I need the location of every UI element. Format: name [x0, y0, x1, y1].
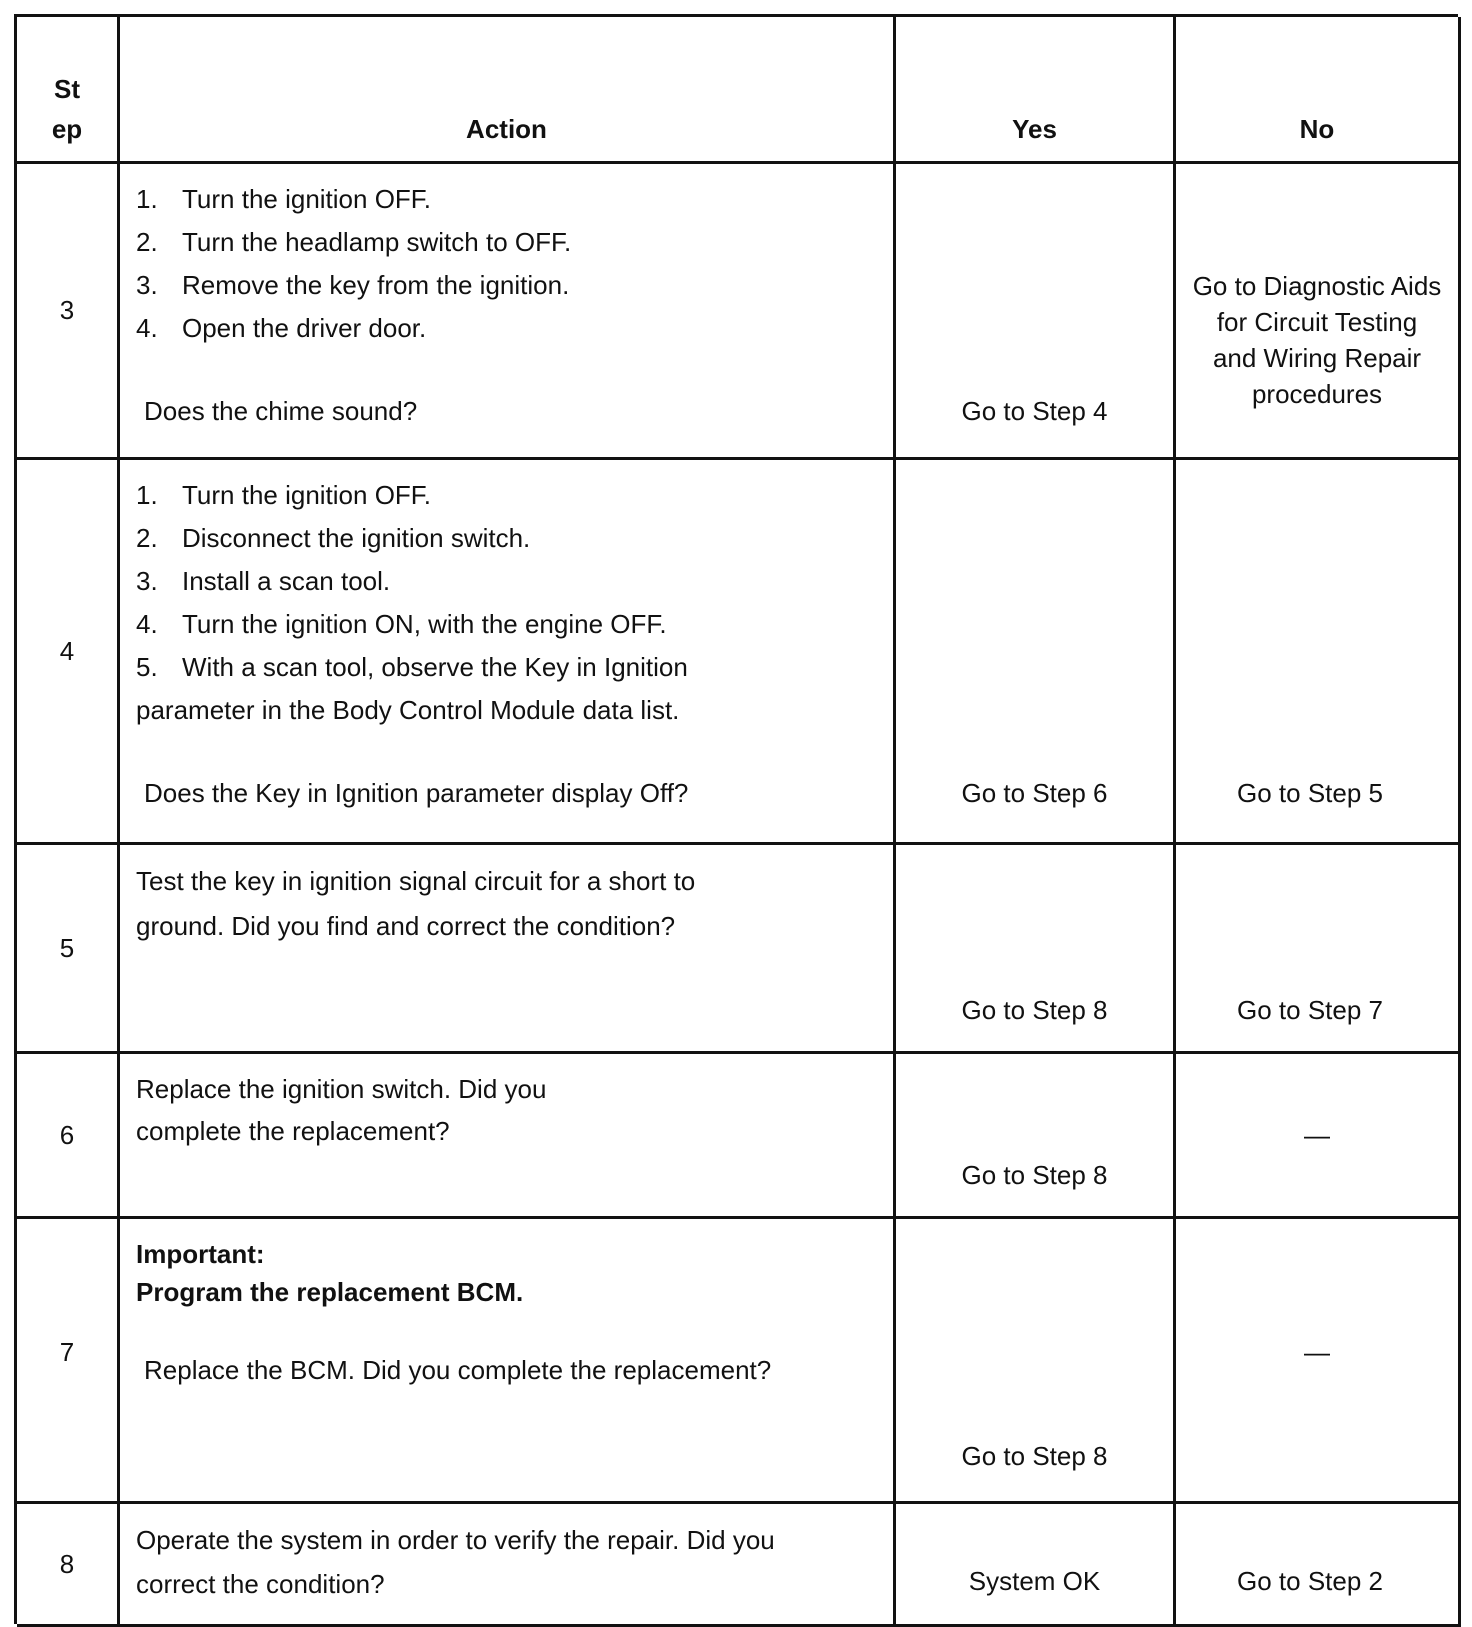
- action-item: 3. Remove the key from the ignition.: [136, 270, 570, 300]
- action-question: Does the chime sound?: [144, 396, 418, 426]
- yes-cell: [896, 164, 1176, 460]
- no-answer: —: [1304, 1337, 1330, 1367]
- action-item: 5. With a scan tool, observe the Key in Ignition: [136, 652, 688, 682]
- step-number: 3: [17, 164, 120, 460]
- action-cell: [120, 1054, 896, 1219]
- step-number: 4: [17, 460, 120, 845]
- action-question: Does the Key in Ignition parameter display Off?: [144, 778, 689, 808]
- yes-cell: [896, 1219, 1176, 1504]
- yes-cell: [896, 1054, 1176, 1219]
- diagnostic-table: [14, 14, 1458, 1624]
- action-item: 1. Turn the ignition OFF.: [136, 480, 432, 510]
- step-number: 6: [17, 1054, 120, 1219]
- no-answer: Go to Diagnostic Aids for Circuit Testing and Wiring Repair procedures: [1192, 271, 1442, 409]
- action-item: 2. Turn the headlamp switch to OFF.: [136, 227, 572, 257]
- yes-answer: Go to Step 8: [961, 1441, 1108, 1471]
- header-yes: Yes: [896, 17, 1176, 164]
- no-answer: —: [1304, 1119, 1330, 1150]
- header-action: Action: [120, 17, 896, 164]
- no-cell: [1176, 164, 1461, 460]
- no-cell: [1176, 460, 1461, 845]
- no-answer: Go to Step 5: [1237, 778, 1383, 808]
- yes-answer: Go to Step 8: [961, 1160, 1108, 1190]
- action-item: 4. Turn the ignition ON, with the engine OFF.: [136, 609, 667, 639]
- action-cell: [120, 845, 896, 1054]
- action-item: 2. Disconnect the ignition switch.: [136, 523, 531, 553]
- header-step-line-2: ep: [51, 114, 83, 144]
- yes-cell: [896, 460, 1176, 845]
- action-item: 1. Turn the ignition OFF.: [136, 184, 432, 214]
- action-cell: [120, 1219, 896, 1504]
- action-text: Test the key in ignition signal circuit for a short to ground. Did you find and correct the condition?: [136, 866, 696, 941]
- action-item: 4. Open the driver door.: [136, 313, 427, 343]
- no-cell: [1176, 1054, 1461, 1219]
- yes-answer: System OK: [968, 1566, 1101, 1596]
- step-number: 7: [59, 1337, 75, 1367]
- yes-cell: [896, 845, 1176, 1054]
- action-text: Replace the ignition switch. Did you complete the replacement?: [136, 1074, 547, 1146]
- no-answer: Go to Step 7: [1237, 995, 1383, 1025]
- step-number: 5: [17, 845, 120, 1054]
- step-cell: [17, 1219, 120, 1504]
- action-item: 3. Install a scan tool.: [136, 566, 391, 596]
- no-answer: Go to Step 2: [1237, 1566, 1383, 1596]
- header-step: [17, 17, 120, 164]
- yes-cell: [896, 1504, 1176, 1627]
- action-question: Replace the BCM. Did you complete the replacement?: [144, 1355, 772, 1385]
- header-step-line-1: St: [54, 74, 80, 104]
- yes-answer: Go to Step 6: [961, 778, 1108, 808]
- yes-answer: Go to Step 8: [961, 995, 1108, 1025]
- no-cell: [1176, 1504, 1461, 1627]
- no-cell: [1176, 1219, 1461, 1504]
- action-cell: [120, 1504, 896, 1627]
- yes-answer: Go to Step 4: [961, 396, 1108, 426]
- header-no: No: [1176, 17, 1461, 164]
- no-cell: [1176, 845, 1461, 1054]
- action-cell: [120, 460, 896, 845]
- step-number: 8: [17, 1504, 120, 1627]
- action-text: Operate the system in order to verify the repair. Did you correct the condition?: [136, 1525, 775, 1599]
- important-note: Important: Program the replacement BCM.: [136, 1239, 524, 1307]
- action-continuation: parameter in the Body Control Module data list.: [136, 695, 680, 725]
- action-cell: [120, 164, 896, 460]
